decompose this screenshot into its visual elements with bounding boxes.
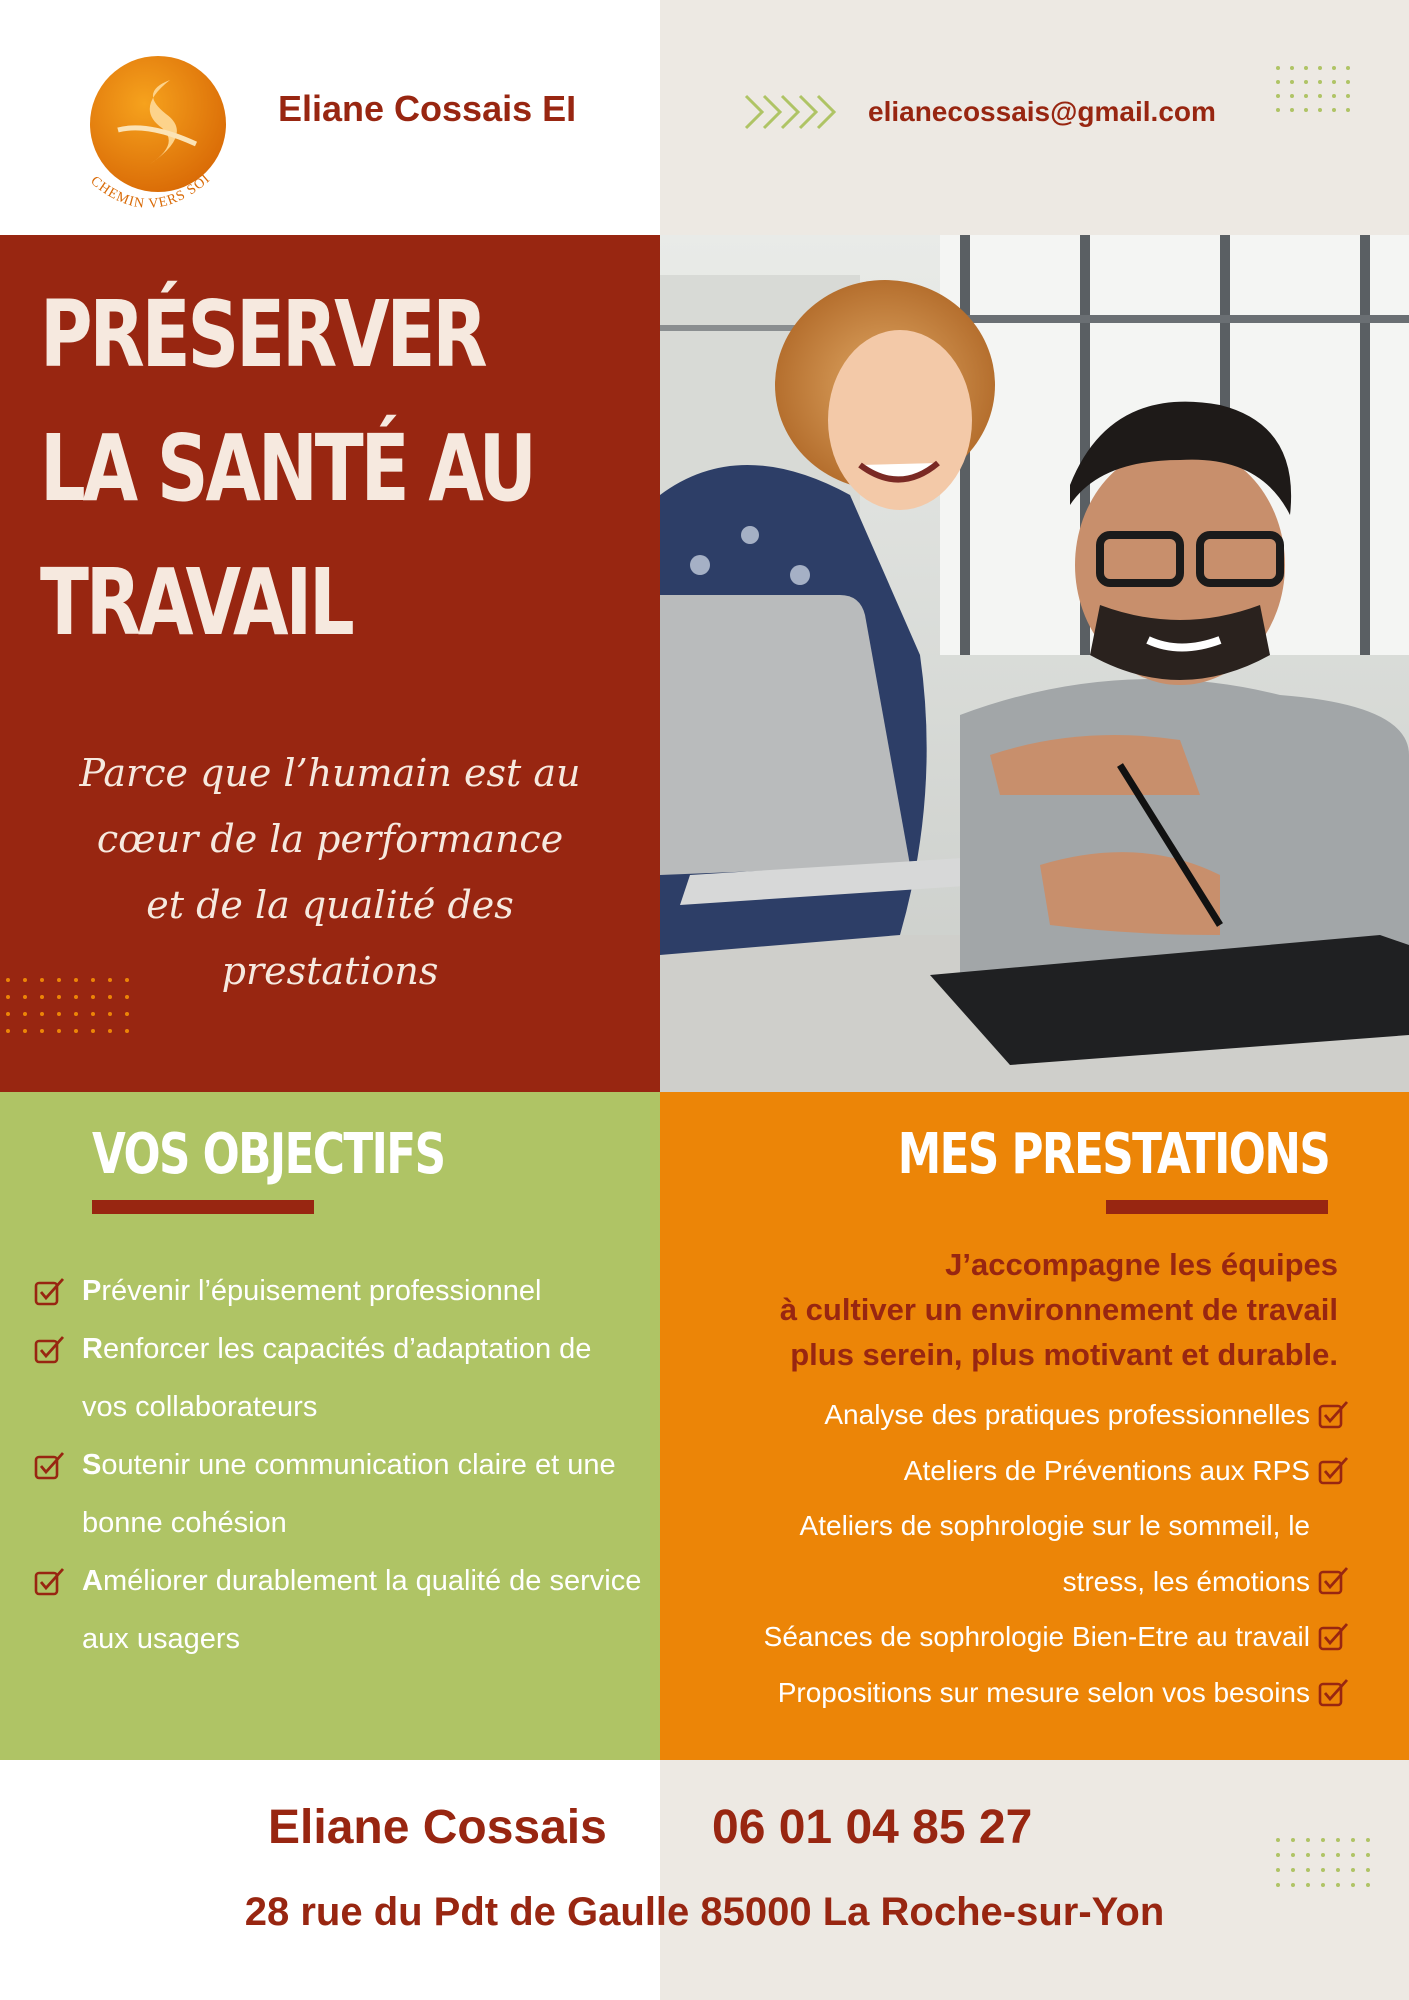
decoration-dot: [1336, 1883, 1340, 1887]
decoration-dot: [1351, 1838, 1355, 1842]
hero-subtitle-line: prestations: [221, 949, 439, 993]
objective-initial: A: [82, 1565, 103, 1597]
decoration-dot: [1276, 1853, 1280, 1857]
decoration-dot: [1321, 1868, 1325, 1872]
decoration-dot: [1291, 1868, 1295, 1872]
checkbox-checked-icon: [34, 1276, 66, 1306]
decoration-dot: [23, 995, 27, 999]
decoration-dot: [108, 1029, 112, 1033]
decoration-dot: [6, 978, 10, 982]
service-item: [660, 1443, 1350, 1499]
decoration-dot: [1346, 66, 1350, 70]
service-item: [660, 1387, 1350, 1443]
phone-number[interactable]: 06 01 04 85 27: [712, 1801, 1033, 1854]
decoration-dot: [23, 1012, 27, 1016]
decoration-dot: [1276, 1883, 1280, 1887]
decoration-dot: [1306, 1868, 1310, 1872]
services-intro-line: à cultiver un environnement de travail: [779, 1292, 1338, 1327]
decoration-dot: [1291, 1838, 1295, 1842]
objective-text: révenir l’épuisement professionnel: [101, 1275, 542, 1307]
decoration-dot: [6, 995, 10, 999]
decoration-dot: [91, 1029, 95, 1033]
checkbox-checked-icon: [1318, 1399, 1350, 1429]
checkbox-checked-icon: [1318, 1455, 1350, 1485]
service-text: Propositions sur mesure selon vos besoins: [777, 1676, 1310, 1708]
objective-item: [34, 1436, 644, 1552]
decoration-dot: [1290, 108, 1294, 112]
brand-name: Eliane Cossais EI: [278, 88, 577, 129]
decoration-dot: [1366, 1868, 1370, 1872]
decoration-dot: [1276, 108, 1280, 112]
decoration-dot: [1351, 1868, 1355, 1872]
services-list: [660, 1387, 1350, 1720]
checkbox-checked-icon: [1318, 1565, 1350, 1595]
hero-subtitle: [40, 740, 620, 1004]
checkbox-checked-icon: [34, 1334, 66, 1364]
decoration-dot: [1304, 80, 1308, 84]
decoration-dot: [125, 1029, 129, 1033]
decoration-dot: [1276, 1868, 1280, 1872]
decoration-dot: [1351, 1853, 1355, 1857]
hero-title-line: PRÉSERVER: [40, 281, 485, 388]
services-intro-line: plus serein, plus motivant et durable.: [790, 1337, 1338, 1372]
decoration-dot: [1290, 80, 1294, 84]
decoration-dot: [1276, 1838, 1280, 1842]
objective-text: méliorer durablement la qualité de service aux usagers: [82, 1565, 642, 1655]
decoration-dot: [40, 1029, 44, 1033]
decoration-dot: [1318, 80, 1322, 84]
objective-item: [34, 1320, 644, 1436]
decoration-dot: [1306, 1838, 1310, 1842]
decoration-dot: [1318, 94, 1322, 98]
decoration-dot: [1346, 80, 1350, 84]
dots-decoration-footer: [1276, 1838, 1381, 1898]
services-title: MES PRESTATIONS: [897, 1122, 1329, 1187]
hero-title-line: LA SANTÉ AU: [40, 415, 534, 522]
objectives-title: VOS OBJECTIFS: [92, 1122, 445, 1187]
chevrons-decoration-icon: [744, 92, 844, 132]
decoration-dot: [1290, 94, 1294, 98]
service-text: Séances de sophrologie Bien-Etre au travail: [763, 1621, 1310, 1652]
objective-item: [34, 1552, 644, 1668]
decoration-dot: [1276, 94, 1280, 98]
office-photo-illustration: [660, 235, 1409, 1092]
service-text: Analyse des pratiques professionnelles: [824, 1399, 1310, 1430]
services-underline: [1106, 1200, 1328, 1214]
decoration-dot: [1304, 108, 1308, 112]
decoration-dot: [1336, 1838, 1340, 1842]
decoration-dot: [108, 1012, 112, 1016]
decoration-dot: [1276, 66, 1280, 70]
hero-title-line: TRAVAIL: [40, 549, 352, 656]
office-photo: [660, 235, 1409, 1092]
decoration-dot: [1306, 1853, 1310, 1857]
hero-subtitle-line: et de la qualité des: [146, 883, 514, 927]
decoration-dot: [1321, 1838, 1325, 1842]
dots-decoration-top-right: [1276, 66, 1360, 122]
decoration-dot: [1304, 66, 1308, 70]
decoration-dot: [1336, 1853, 1340, 1857]
decoration-dot: [1332, 108, 1336, 112]
decoration-dot: [1291, 1853, 1295, 1857]
service-item: [660, 1609, 1350, 1665]
decoration-dot: [23, 978, 27, 982]
decoration-dot: [1306, 1883, 1310, 1887]
svg-text:CHEMIN VERS SOI: CHEMIN VERS SOI: [87, 171, 214, 212]
decoration-dot: [1366, 1853, 1370, 1857]
decoration-dot: [1318, 66, 1322, 70]
decoration-dot: [57, 1029, 61, 1033]
service-item: [660, 1665, 1350, 1721]
hero-title: [40, 268, 534, 670]
decoration-dot: [1366, 1838, 1370, 1842]
decoration-dot: [1346, 108, 1350, 112]
checkbox-checked-icon: [1318, 1677, 1350, 1707]
service-text: Ateliers de Préventions aux RPS: [903, 1454, 1310, 1486]
objective-text: outenir une communication claire et une bonne cohésion: [82, 1449, 616, 1539]
checkbox-checked-icon: [34, 1566, 66, 1596]
service-item: [660, 1498, 1350, 1609]
decoration-dot: [91, 1012, 95, 1016]
objectives-underline: [92, 1200, 314, 1214]
checkbox-checked-icon: [1318, 1621, 1350, 1651]
decoration-dot: [23, 1029, 27, 1033]
footer-left-panel: [0, 1760, 660, 2000]
decoration-dot: [6, 1012, 10, 1016]
objective-item: [34, 1262, 644, 1320]
decoration-dot: [125, 1012, 129, 1016]
decoration-dot: [1321, 1853, 1325, 1857]
decoration-dot: [1351, 1883, 1355, 1887]
decoration-dot: [6, 1029, 10, 1033]
decoration-dot: [1332, 94, 1336, 98]
decoration-dot: [1321, 1883, 1325, 1887]
objective-text: enforcer les capacités d’adaptation de vos collaborateurs: [82, 1333, 592, 1423]
hero-subtitle-line: Parce que l’humain est au: [79, 751, 581, 795]
decoration-dot: [74, 1012, 78, 1016]
decoration-dot: [1304, 94, 1308, 98]
objective-initial: R: [82, 1333, 103, 1365]
contact-name: Eliane Cossais: [268, 1801, 607, 1854]
decoration-dot: [74, 1029, 78, 1033]
decoration-dot: [1318, 108, 1322, 112]
postal-address: 28 rue du Pdt de Gaulle 85000 La Roche-sur-Yon: [244, 1890, 1165, 1934]
logo: [78, 52, 238, 212]
decoration-dot: [1290, 66, 1294, 70]
objective-initial: P: [82, 1275, 102, 1307]
decoration-dot: [1291, 1883, 1295, 1887]
decoration-dot: [57, 1012, 61, 1016]
service-text: Ateliers de sophrologie sur le sommeil, le stress, les émotions: [799, 1510, 1310, 1597]
decoration-dot: [1346, 94, 1350, 98]
services-intro-line: J’accompagne les équipes: [945, 1247, 1338, 1282]
hero-subtitle-line: cœur de la performance: [96, 817, 564, 861]
decoration-dot: [40, 1012, 44, 1016]
services-intro: [690, 1242, 1338, 1377]
checkbox-checked-icon: [34, 1450, 66, 1480]
decoration-dot: [1366, 1883, 1370, 1887]
decoration-dot: [1336, 1868, 1340, 1872]
logo-caption: [78, 52, 238, 212]
decoration-dot: [1276, 80, 1280, 84]
objective-initial: S: [82, 1449, 102, 1481]
objectives-list: [34, 1262, 644, 1668]
decoration-dot: [1332, 66, 1336, 70]
decoration-dot: [1332, 80, 1336, 84]
email-link[interactable]: elianecossais@gmail.com: [868, 96, 1216, 127]
